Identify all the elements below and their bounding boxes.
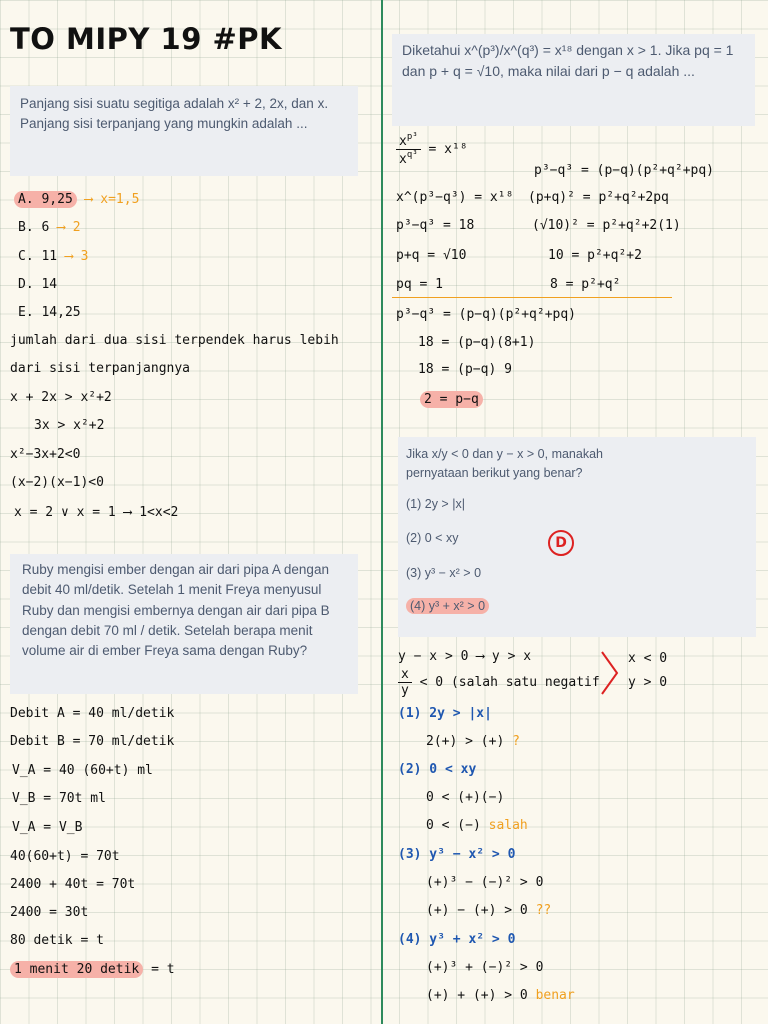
q3-bottom-line: p³−q³ = (p−q)(p²+q²+pq) [396, 307, 577, 322]
q4-item-line: (+) + (+) > 0 benar [426, 988, 575, 1003]
q3-right-line: 10 = p²+q²+2 [548, 248, 642, 263]
q4-item-line: 0 < (+)(−) [426, 790, 505, 805]
q3-left-line: = x¹⁸ [428, 142, 468, 157]
arrow-icon: ⟶ [84, 192, 93, 207]
q4-work-line: y − x > 0 ⟶ y > x [398, 649, 532, 664]
q4-item-line: (+)³ − (−)² > 0 [426, 875, 544, 890]
q4-item-head: (3) y³ − x² > 0 [398, 847, 516, 862]
q3-left-line: pq = 1 [396, 277, 443, 292]
q2-work-line: 80 detik = t [10, 933, 104, 948]
q3-fraction [396, 132, 421, 167]
q2-answer [10, 962, 175, 977]
q3-left-line: p+q = √10 [396, 248, 467, 263]
option-d-label: D. 14 [18, 277, 58, 292]
question-1-text: Panjang sisi suatu segitiga adalah x² + 2, 2x, dan x. Panjang sisi terpanjang yang mungkin adalah ... [20, 96, 329, 132]
option-b [18, 220, 81, 235]
option-e-label: E. 14,25 [18, 305, 81, 320]
q2-work-line: V_A = V_B [12, 820, 83, 835]
q4-item-line: (+) − (+) > 0 ?? [426, 903, 552, 918]
question-3-text: Diketahui x^(p³)/x^(q³) = x¹⁸ dengan x > 1. Jika pq = 1 dan p + q = √10, maka nilai dari p − q adalah ... [402, 42, 734, 79]
q3-right-line: p³−q³ = (p−q)(p²+q²+pq) [534, 163, 715, 178]
q3-fraction-den: $x^{q^3}$ [399, 150, 418, 167]
q3-bottom-line: 18 = (p−q)(8+1) [418, 335, 536, 350]
q1-work-line: x + 2x > x²+2 [10, 390, 112, 405]
option-c-note: 3 [80, 249, 89, 264]
q1-work-line: dari sisi terpanjangnya [10, 361, 191, 376]
q1-work-line: 3x > x²+2 [34, 418, 105, 433]
option-b-note: 2 [72, 220, 81, 235]
question-2-text: Ruby mengisi ember dengan air dari pipa A dengan debit 40 ml/detik. Setelah 1 menit Freya menyusul Ruby dan mengisi embernya dengan air dari pipa B dengan debit 70 ml / detik. Setelah berapa menit volume air di ember Freya sama dengan Ruby? [22, 562, 330, 658]
q2-work-line: Debit B = 70 ml/detik [10, 734, 175, 749]
q2-work-line: Debit A = 40 ml/detik [10, 706, 175, 721]
q4-item-head: (4) y³ + x² > 0 [398, 932, 516, 947]
option-c [18, 249, 88, 264]
q4-work-line-2 [398, 667, 600, 698]
q4-item-head: (1) 2y > |x| [398, 706, 492, 721]
q4-item-line: 2(+) > (+) ? [426, 734, 520, 749]
q3-answer [420, 392, 483, 407]
option-d [18, 277, 57, 292]
q4-item-head: (2) 0 < xy [398, 762, 477, 777]
question-card-2 [10, 554, 358, 694]
q2-work-line: 2400 = 30t [10, 905, 89, 920]
q3-right-line: 8 = p²+q² [550, 277, 621, 292]
q2-answer-highlight: 1 menit 20 detik [10, 961, 143, 978]
q4-item-line: (+)³ + (−)² > 0 [426, 960, 544, 975]
question-4-text: Jika x/y < 0 dan y − x > 0, manakah pernyataan berikut yang benar? [406, 447, 603, 480]
arrow-icon: ⟶ [64, 249, 73, 264]
option-a-label: A. 9,25 [14, 191, 77, 208]
option-b-label: B. 6 [18, 220, 50, 235]
q4-result: x < 0 [628, 651, 668, 666]
page-title: TO MIPY 19 #PK [10, 22, 283, 56]
q4-option: (2) 0 < xy [406, 531, 459, 546]
answer-circle: D [548, 530, 574, 556]
q2-work-line: V_B = 70t ml [12, 791, 106, 806]
q1-work-line: (x−2)(x−1)<0 [10, 475, 104, 490]
option-a-note: x=1,5 [100, 192, 140, 207]
q4-result: y > 0 [628, 675, 668, 690]
q3-fraction-num: $x^{p^3}$ [396, 132, 421, 150]
q2-work-line: 40(60+t) = 70t [10, 849, 120, 864]
q3-left-line: p³−q³ = 18 [396, 218, 475, 233]
q4-option: (3) y³ − x² > 0 [406, 566, 482, 580]
q2-answer-eq: = t [151, 962, 175, 977]
separator-line [392, 297, 672, 298]
q2-work-line: 2400 + 40t = 70t [10, 877, 136, 892]
question-card-1 [10, 86, 358, 176]
q3-answer-highlight: 2 = p−q [420, 391, 483, 408]
q3-right-line: (p+q)² = p²+q²+2pq [528, 190, 669, 205]
q3-right-line: (√10)² = p²+q²+2(1) [532, 218, 681, 233]
q3-bottom-line: 18 = (p−q) 9 [418, 362, 512, 377]
q1-work-line: jumlah dari dua sisi terpendek harus lebih [10, 333, 339, 348]
arrow-icon: ⟶ [57, 220, 65, 235]
q4-option-highlight: (4) y³ + x² > 0 [406, 598, 489, 614]
option-e [18, 305, 81, 320]
q4-option: (1) 2y > |x| [406, 496, 465, 511]
option-a [14, 192, 139, 207]
q4-work-line: < 0 (salah satu negatif [419, 675, 600, 690]
q3-fraction-line [396, 132, 468, 167]
q1-work-line: x²−3x+2<0 [10, 447, 81, 462]
q4-item-line: 0 < (−) salah [426, 818, 528, 833]
q3-left-line: x^(p³−q³) = x¹⁸ [396, 190, 514, 205]
question-card-4 [398, 437, 756, 637]
q1-work-line: x = 2 ∨ x = 1 ⟶ 1<x<2 [14, 505, 179, 520]
page-divider [381, 0, 383, 1024]
option-c-label: C. 11 [18, 249, 58, 264]
q4-fraction: $\frac{x}{y}$ [398, 667, 412, 698]
bracket-icon [600, 650, 620, 696]
question-card-3 [392, 34, 755, 126]
q2-work-line: V_A = 40 (60+t) ml [12, 763, 153, 778]
